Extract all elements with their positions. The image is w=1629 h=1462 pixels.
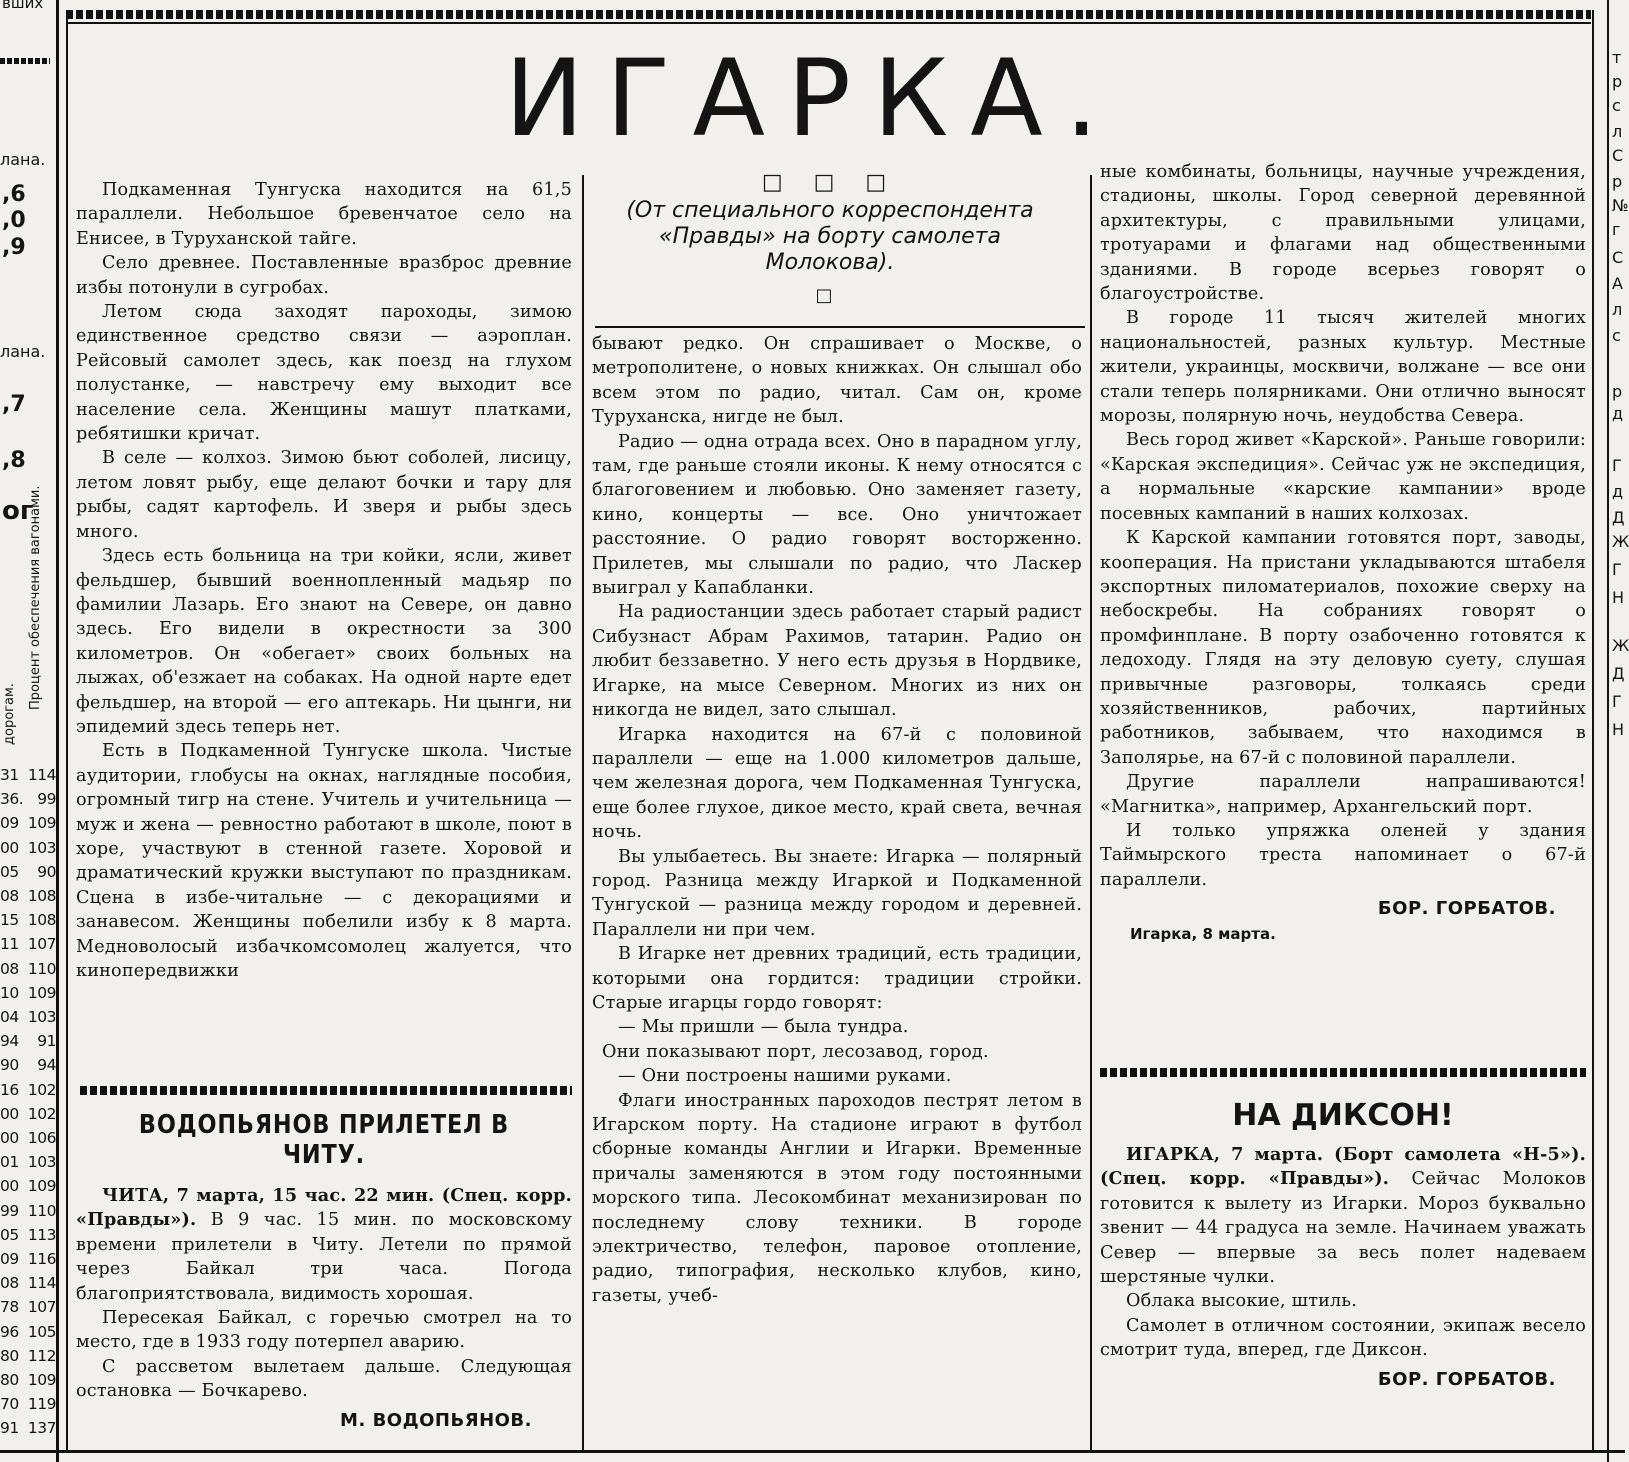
paragraph: Пересекая Байкал, с горечью смотрел на то место, где в 1933 году потерпел аварию. bbox=[76, 1308, 572, 1353]
right-margin-letter: р bbox=[1612, 382, 1623, 401]
paragraph: Самолет в отличном состоянии, экипаж весело смотрит туда, вперед, где Диксон. bbox=[1100, 1315, 1586, 1361]
article-column-3 bbox=[1100, 160, 1586, 1040]
margin-table-cell: 137 bbox=[27, 1419, 56, 1438]
right-margin-letter: Д bbox=[1612, 664, 1625, 683]
right-margin-letter: д bbox=[1612, 482, 1624, 501]
margin-table-row bbox=[0, 814, 58, 832]
paragraph: К Карской кампании готовятся порт, заводы, кооперация. На пристани укладываются штабеля экспортных пиломатериалов, похожие сверху на небоскребы. На собраниях говорят о промфинплане. В порту озабоченно готовятся к ледоходу. Глядя на эту деловую суету, слушая привычные разговоры, толкаясь среди хозяйственников, рабочих, партийных работников, забываем, что находимся в Заполярье, на 67-й с половиной параллели. bbox=[1100, 528, 1586, 768]
right-margin-letter: № bbox=[1612, 196, 1629, 215]
margin-table-cell: 91 bbox=[0, 1419, 19, 1438]
paragraph: На радиостанции здесь работает старый радист Сибузнаст Абрам Рахимов, татарин. Радио он любит беззаветно. У него есть друзья в Нордвике, Игарке, на мысе Северном. Многих из них он никогда не видел, зато слышал. bbox=[592, 602, 1082, 721]
margin-table-cell: 04 bbox=[0, 1008, 19, 1026]
frame-left bbox=[66, 10, 68, 1450]
margin-table-cell: 70 bbox=[0, 1395, 19, 1414]
paragraph: Село древнее. Поставленные вразброс древние избы потонули в сугробах. bbox=[76, 253, 572, 298]
section-divider bbox=[1100, 1068, 1586, 1077]
margin-table-cell: 110 bbox=[27, 959, 56, 978]
right-margin-letter: р bbox=[1612, 172, 1623, 191]
margin-table-cell: 103 bbox=[27, 1153, 56, 1172]
paragraph: С рассветом вылетаем дальше. Следующая остановка — Бочкарево. bbox=[76, 1356, 572, 1402]
margin-table-cell: 15 bbox=[0, 911, 19, 930]
right-margin-rule bbox=[1607, 0, 1609, 1462]
paragraph: ные комбинаты, больницы, научные учреждения, стадионы, школы. Город северной деревянной архитектуры, с правильными улицами, тротуарами и флагами над общественными зданиями. В городе всерьез говорят о благоустройстве. bbox=[1100, 162, 1586, 305]
margin-table-cell: 08 bbox=[0, 887, 19, 905]
margin-table-row bbox=[0, 1129, 58, 1147]
margin-number: ,0 bbox=[2, 208, 26, 233]
paragraph: И только упряжка оленей у здания Таймырского треста напоминает о 67-й параллели. bbox=[1100, 820, 1586, 890]
margin-table-cell: 116 bbox=[27, 1250, 56, 1268]
margin-table-row bbox=[0, 984, 58, 1002]
right-margin-letter: с bbox=[1612, 326, 1621, 345]
margin-table-row bbox=[0, 1008, 58, 1026]
left-margin-fragment bbox=[0, 0, 58, 1462]
paragraph: — Мы пришли — была тундра. bbox=[618, 1017, 909, 1038]
paragraph: Другие параллели напрашиваются! «Магнитка», например, Архангельский порт. bbox=[1100, 772, 1586, 817]
dikson-lead-bold: ИГАРКА, 7 марта. (Борт самолета «Н-5»). (Спец. корр. «Правды»). bbox=[1100, 1144, 1586, 1190]
margin-vertical-label: Процент обеспечения вагонами. bbox=[28, 485, 43, 710]
right-margin-letter: г bbox=[1612, 220, 1621, 239]
right-margin-letter: Ж bbox=[1612, 636, 1629, 655]
margin-table-cell: 00 bbox=[0, 838, 19, 857]
margin-table-cell: 94 bbox=[0, 1032, 19, 1051]
paragraph: Подкаменная Тунгуска находится на 61,5 параллели. Небольшое бревенчатое село на Енисее, в Туруханской тайге. bbox=[76, 180, 572, 249]
margin-table-cell: 31 bbox=[0, 766, 19, 784]
margin-table-cell: 114 bbox=[27, 1274, 56, 1293]
margin-number: ,7 bbox=[2, 392, 26, 417]
margin-table-cell: 113 bbox=[27, 1225, 56, 1244]
ornament-square: □ bbox=[815, 285, 845, 306]
margin-table-cell: 102 bbox=[27, 1080, 56, 1099]
paragraph: В городе 11 тысяч жителей многих национальностей, разных культур. Местные жители, украинцы, москвичи, волжане — все они стали теперь полярниками. Они отлично выносят морозы, полярную ночь, неудобства Севера. bbox=[1100, 308, 1586, 427]
byline-rule bbox=[595, 326, 1085, 328]
margin-table-cell: 08 bbox=[0, 959, 19, 978]
bottom-rule bbox=[0, 1450, 1625, 1453]
margin-table-cell: 96 bbox=[0, 1322, 19, 1341]
margin-table-cell: 94 bbox=[37, 1056, 56, 1075]
margin-table-row bbox=[0, 1274, 58, 1292]
margin-table-cell: 09 bbox=[0, 1250, 19, 1268]
margin-table-row bbox=[0, 1226, 58, 1244]
margin-table-cell: 109 bbox=[27, 1177, 56, 1196]
paragraph: Облака высокие, штиль. bbox=[1126, 1291, 1357, 1312]
margin-table-row bbox=[0, 1081, 58, 1099]
margin-table-cell: 80 bbox=[0, 1346, 19, 1365]
margin-text: лана. bbox=[0, 150, 46, 169]
margin-table-row bbox=[0, 790, 58, 808]
margin-table-cell: 00 bbox=[0, 1104, 19, 1123]
margin-number: ,8 bbox=[2, 448, 26, 473]
right-margin-letter: Г bbox=[1612, 456, 1622, 475]
margin-table-cell: 119 bbox=[27, 1395, 56, 1414]
margin-table-row bbox=[0, 1056, 58, 1074]
margin-table-row bbox=[0, 1347, 58, 1365]
article-column-2 bbox=[592, 332, 1082, 1444]
right-margin-letter: р bbox=[1612, 72, 1623, 91]
right-margin-fragment bbox=[1607, 0, 1629, 1462]
margin-table-cell: 90 bbox=[0, 1056, 19, 1075]
margin-table-row bbox=[0, 1395, 58, 1413]
margin-table-row bbox=[0, 1202, 58, 1220]
article-signature: БОР. ГОРБАТОВ. bbox=[1377, 898, 1556, 920]
top-rule bbox=[66, 10, 1591, 19]
paragraph: — Они построены нашими руками. bbox=[618, 1066, 952, 1087]
paragraph: Радио — одна отрада всех. Оно в парадном углу, там, где раньше стояли иконы. К нему относятся с благоговением и любовью. Оно заменяет газету, кино, концерты — все. Оно уничтожает расстояние. О радио говорят восторженно. Прилетев, мы слышали по радио, что Ласкер выиграл у Капабланки. bbox=[592, 431, 1082, 599]
margin-table-row bbox=[0, 1419, 58, 1437]
dikson-signature: БОР. ГОРБАТОВ. bbox=[1377, 1368, 1556, 1390]
paragraph bbox=[1100, 1143, 1586, 1289]
paragraph: Вы улыбаетесь. Вы знаете: Игарка — полярный город. Разница между Игаркой и Подкаменной Тунгуской — разница между городом и деревней. Параллели ни при чем. bbox=[592, 846, 1082, 940]
right-margin-letter: Н bbox=[1612, 588, 1625, 607]
paragraph: Летом сюда заходят пароходы, зимою единственное средство связи — аэроплан. Рейсовый самолет здесь, как поезд на глухом полустанке, — навстречу ему выходит все население села. Женщины машут платками, ребятишки кричат. bbox=[76, 302, 572, 445]
margin-table-cell: 80 bbox=[0, 1371, 19, 1389]
margin-table-cell: 102 bbox=[27, 1104, 56, 1123]
right-margin-letter: с bbox=[1612, 96, 1621, 115]
margin-table-row bbox=[0, 1371, 58, 1389]
column-rule bbox=[582, 175, 584, 1450]
ornament-squares: □ □ □ bbox=[761, 170, 899, 195]
margin-table-row bbox=[0, 1250, 58, 1268]
margin-table-row bbox=[0, 1153, 58, 1171]
margin-table-cell: 99 bbox=[0, 1201, 19, 1220]
right-margin-letter: Г bbox=[1612, 692, 1622, 711]
margin-table-row bbox=[0, 935, 58, 953]
margin-heading: ог bbox=[2, 496, 34, 526]
margin-number: ,6 bbox=[2, 182, 26, 207]
article-column-1 bbox=[76, 178, 572, 1056]
margin-vertical-label: дорогам. bbox=[2, 683, 17, 745]
margin-table-cell: 16 bbox=[0, 1080, 19, 1099]
vodopyanov-signature: М. ВОДОПЬЯНОВ. bbox=[340, 1409, 532, 1431]
right-margin-letter: д bbox=[1612, 404, 1624, 423]
right-margin-letter: Н bbox=[1612, 720, 1625, 739]
right-margin-letter: С bbox=[1612, 146, 1624, 165]
margin-table-cell: 05 bbox=[0, 862, 19, 881]
dikson-article bbox=[1100, 1098, 1586, 1444]
margin-table-cell: 103 bbox=[27, 1008, 56, 1026]
paragraph: Игарка находится на 67-й с половиной параллели — еще на 1.000 километров дальше, чем железная дорога, чем Подкаменная Тунгуска, еще более глухое, дикое место, край света, вечная ночь. bbox=[592, 724, 1082, 843]
byline: (От специального корреспондента «Правды» на борту самолета Молокова). bbox=[626, 198, 1034, 275]
margin-table-row bbox=[0, 839, 58, 857]
margin-table-cell: 107 bbox=[27, 935, 56, 954]
vodopyanov-lead-text: В 9 час. 15 мин. по московскому времени прилетели в Читу. Летели по прямой через Байкал три часа. Погода благоприятствовала, видимость хорошая. bbox=[76, 1210, 572, 1304]
right-margin-letter: Д bbox=[1612, 508, 1625, 527]
margin-table-cell: 108 bbox=[27, 887, 56, 905]
margin-table-cell: 01 bbox=[0, 1153, 19, 1172]
right-margin-letter: т bbox=[1612, 48, 1622, 67]
paragraph: Весь город живет «Карской». Раньше говорили: «Карская экспедиция». Сейчас уж не экспедиция, а нормальные «карские кампании» вроде посевных кампаний в наших колхозах. bbox=[1100, 430, 1586, 524]
vodopyanov-headline: ВОДОПЬЯНОВ ПРИЛЕТЕЛ В ЧИТУ. bbox=[138, 1110, 510, 1170]
margin-table-cell: 36. bbox=[0, 790, 24, 809]
section-divider bbox=[80, 1086, 572, 1095]
margin-number: ,9 bbox=[2, 235, 26, 260]
paragraph: В селе — колхоз. Зимою бьют соболей, лисицу, летом ловят рыбу, еще делают бочки и тару для рыбы, садят картофель. И зверя и рыбы здесь много. bbox=[76, 448, 572, 542]
margin-table-row bbox=[0, 863, 58, 881]
margin-table-cell: 00 bbox=[0, 1129, 19, 1147]
margin-table-cell: 11 bbox=[0, 935, 19, 954]
dikson-lead-text: Сейчас Молоков готовится к вылету из Игарки. Мороз буквально звенит — 44 градуса на земле. Начинаем уважать Север — впервые за весь полет надеваем шерстяные чулки. bbox=[1100, 1169, 1586, 1288]
margin-table-cell: 90 bbox=[37, 862, 56, 881]
right-margin-letter: л bbox=[1612, 300, 1623, 319]
margin-table-row bbox=[0, 766, 58, 784]
margin-table-cell: 00 bbox=[0, 1177, 19, 1196]
frame-right bbox=[1592, 10, 1594, 1450]
margin-table-row bbox=[0, 960, 58, 978]
margin-table-cell: 108 bbox=[27, 911, 56, 930]
margin-table-row bbox=[0, 1105, 58, 1123]
margin-rule-vertical bbox=[56, 0, 59, 1462]
vodopyanov-article bbox=[76, 1110, 572, 1450]
paragraph: Здесь есть больница на три койки, ясли, живет фельдшер, бывший военнопленный мадьяр по фамилии Лазарь. Его знают на Севере, он давно здесь. Его видели в окрестности за 300 километров. Он «обегает» своих больных на лыжах, об'езжает на собаках. На одной нарте едет фельдшер, на второй — его аптекарь. Ни цынги, ни эпидемий здесь теперь нет. bbox=[76, 546, 572, 737]
margin-table-cell: 78 bbox=[0, 1298, 19, 1317]
margin-table-row bbox=[0, 887, 58, 905]
paragraph: В Игарке нет древних традиций, есть традиции, которыми она гордится: традиции стройки. Старые игарцы гордо говорят: bbox=[592, 944, 1082, 1013]
paragraph: бывают редко. Он спрашивает о Москве, о метрополитене, о новых книжках. Он слышал обо всем этом по радио, читал. Сам он, кроме Туруханска, нигде не был. bbox=[592, 334, 1082, 428]
margin-table-cell: 114 bbox=[27, 766, 56, 784]
right-margin-letter: Г bbox=[1612, 560, 1622, 579]
margin-table-row bbox=[0, 1177, 58, 1195]
vodopyanov-lead-bold: ЧИТА, 7 марта, 15 час. 22 мин. (Спец. корр. «Правды»). bbox=[76, 1185, 572, 1231]
margin-table-cell: 112 bbox=[27, 1346, 56, 1365]
margin-table-row bbox=[0, 911, 58, 929]
paragraph: Они показывают порт, лесозавод, город. bbox=[602, 1041, 989, 1062]
page-title: ИГАРКА. bbox=[504, 37, 1121, 160]
margin-table-cell: 107 bbox=[27, 1298, 56, 1317]
margin-table-cell: 105 bbox=[27, 1322, 56, 1341]
margin-table-cell: 109 bbox=[27, 983, 56, 1002]
paragraph: Флаги иностранных пароходов пестрят летом в Игарском порту. На стадионе играют в футбол сборные команды Англии и Игарки. Временные причалы заменяются в этом году постоянными морского типа. Лесокомбинат механизирован по последнему слову техники. В городе электричество, телефон, паровое отопление, радио, типография, несколько клубов, кино, газеты, учеб- bbox=[592, 1090, 1082, 1306]
paragraph: Есть в Подкаменной Тунгуске школа. Чистые аудитории, глобусы на окнах, наглядные пособия, огромный тигр на стене. Учитель и учительница — муж и жена — ревностно работают в школе, поют в хоре, участвуют в стенной газете. Хоровой и драматический кружки выступают по праздникам. Сцена в избе-читальне — с декорациями и занавесом. Женщины побелили избу к 8 марта. Медноволосый избачкомсомолец жалуется, что кинопередвижки bbox=[76, 741, 572, 981]
margin-table-cell: 109 bbox=[27, 814, 56, 833]
right-margin-letter: л bbox=[1612, 122, 1623, 141]
margin-top-text: вших bbox=[2, 0, 44, 12]
margin-text: лана. bbox=[0, 342, 46, 361]
paragraph bbox=[76, 1184, 572, 1306]
margin-table-cell: 106 bbox=[27, 1129, 56, 1147]
right-margin-letter: А bbox=[1612, 274, 1623, 293]
margin-table-row bbox=[0, 1298, 58, 1316]
margin-table-cell: 09 bbox=[0, 814, 19, 833]
margin-table-cell: 99 bbox=[37, 790, 56, 809]
dikson-headline: НА ДИКСОН! bbox=[1232, 1098, 1454, 1133]
right-margin-letter: С bbox=[1612, 248, 1624, 267]
margin-table-cell: 109 bbox=[27, 1371, 56, 1389]
margin-table-cell: 08 bbox=[0, 1274, 19, 1293]
right-margin-letter: Ж bbox=[1612, 532, 1629, 551]
margin-table-cell: 10 bbox=[0, 983, 19, 1002]
top-rule-thin bbox=[66, 22, 1591, 24]
article-dateline: Игарка, 8 марта. bbox=[1130, 925, 1276, 944]
column-rule bbox=[1090, 175, 1092, 1450]
margin-table-cell: 05 bbox=[0, 1225, 19, 1244]
margin-table-row bbox=[0, 1032, 58, 1050]
margin-table-cell: 103 bbox=[27, 838, 56, 857]
margin-table-row bbox=[0, 1323, 58, 1341]
margin-table-cell: 110 bbox=[27, 1201, 56, 1220]
margin-table-cell: 91 bbox=[37, 1032, 56, 1051]
